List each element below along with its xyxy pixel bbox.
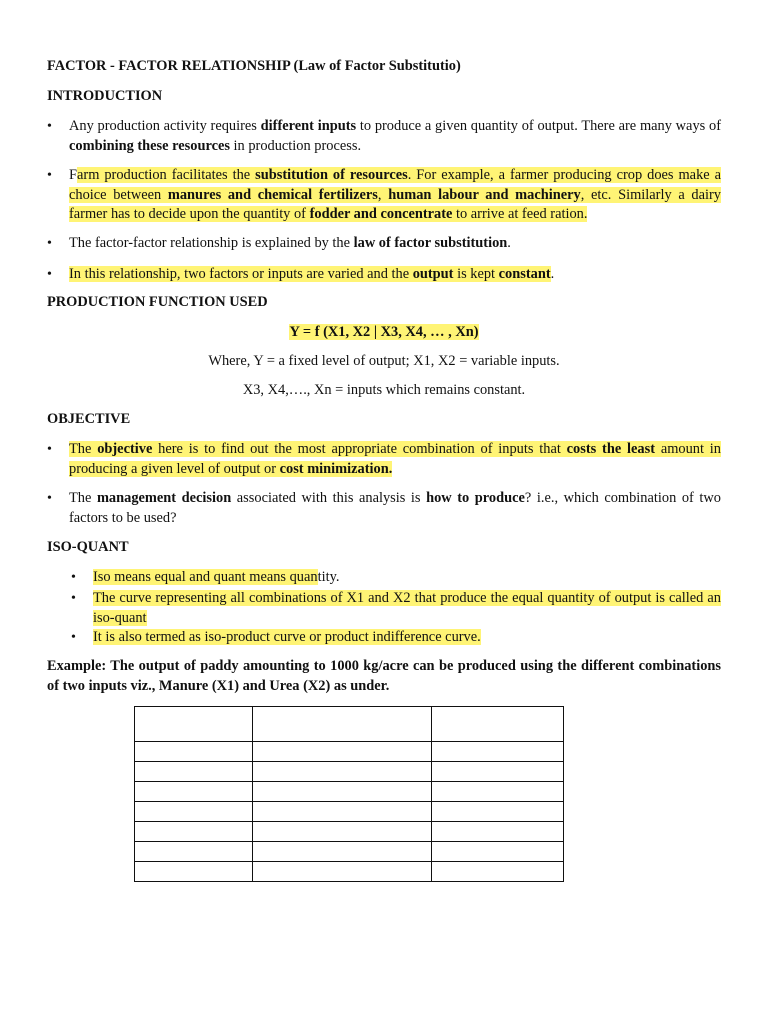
table-cell (135, 742, 253, 762)
objective-bullet-2: The management decision associated with this analysis is how to produce? i.e., which combination of two factors to be used? (69, 490, 721, 526)
table-cell (432, 822, 564, 842)
table-cell (135, 782, 253, 802)
table-row (135, 802, 564, 822)
table-row (135, 862, 564, 882)
document-title: FACTOR - FACTOR RELATIONSHIP (Law of Factor Substitutio) (47, 58, 461, 74)
objective-heading: OBJECTIVE (47, 411, 131, 427)
table-cell (253, 822, 432, 842)
isoquant-bullet-3: It is also termed as iso-product curve or product indifference curve. (93, 629, 481, 645)
intro-bullet-1: Any production activity requires different inputs to produce a given quantity of output. There are many ways of combining these resources in production process. (69, 118, 721, 154)
table-cell (135, 762, 253, 782)
table-cell (432, 842, 564, 862)
table-cell (135, 842, 253, 862)
table-cell (135, 707, 253, 742)
bullet-icon: • (47, 236, 52, 251)
table-cell (432, 707, 564, 742)
bullet-icon: • (47, 119, 52, 134)
table-cell (253, 842, 432, 862)
production-function-heading: PRODUCTION FUNCTION USED (47, 294, 268, 310)
table-row (135, 742, 564, 762)
intro-bullet-3: The factor-factor relationship is explained by the law of factor substitution. (69, 235, 511, 251)
bullet-icon: • (71, 630, 76, 645)
introduction-heading: INTRODUCTION (47, 88, 163, 104)
table-cell (253, 802, 432, 822)
isoquant-bullet-1: Iso means equal and quant means quantity. (93, 569, 340, 585)
where-line: Where, Y = a fixed level of output; X1, X2 = variable inputs. (208, 353, 560, 369)
table-cell (432, 862, 564, 882)
constant-inputs-line: X3, X4,…., Xn = inputs which remains constant. (242, 382, 526, 398)
objective-bullet-1: The objective here is to find out the most appropriate combination of inputs that costs the least amount in producing a given level of output or cost minimization. (69, 441, 721, 477)
table-cell (432, 802, 564, 822)
bullet-icon: • (47, 267, 52, 282)
bullet-icon: • (71, 591, 76, 606)
table-cell (432, 742, 564, 762)
table-cell (135, 862, 253, 882)
table-cell (135, 822, 253, 842)
table-row (135, 782, 564, 802)
table-row (135, 842, 564, 862)
table-cell (253, 762, 432, 782)
table-cell (432, 782, 564, 802)
isoquant-heading: ISO-QUANT (47, 539, 129, 555)
production-function-formula: Y = f (X1, X2 | X3, X4, … , Xn) (289, 324, 479, 340)
table-row (135, 707, 564, 742)
combination-table (134, 706, 564, 882)
bullet-icon: • (47, 491, 52, 506)
intro-bullet-2: Farm production facilitates the substitution of resources. For example, a farmer producing crop does make a choice between manures and chemical fertilizers, human labour and machinery, etc. Similarly a dairy farmer has to decide upon the quantity of fodder and concentrate to arrive at feed ration. (69, 167, 722, 223)
example-paragraph: Example: The output of paddy amounting to 1000 kg/acre can be produced using the different combinations of two inputs viz., Manure (X1) and Urea (X2) as under. (47, 658, 721, 694)
table-row (135, 822, 564, 842)
table-cell (253, 782, 432, 802)
bullet-icon: • (47, 168, 52, 183)
isoquant-bullet-2: The curve representing all combinations of X1 and X2 that produce the equal quantity of output is called an iso-quant (93, 590, 721, 626)
table-row (135, 762, 564, 782)
table-cell (253, 707, 432, 742)
table-cell (432, 762, 564, 782)
bullet-icon: • (47, 442, 52, 457)
table-cell (253, 742, 432, 762)
table-cell (135, 802, 253, 822)
bullet-icon: • (71, 570, 76, 585)
table-cell (253, 862, 432, 882)
intro-bullet-4: In this relationship, two factors or inputs are varied and the output is kept constant. (69, 266, 555, 282)
